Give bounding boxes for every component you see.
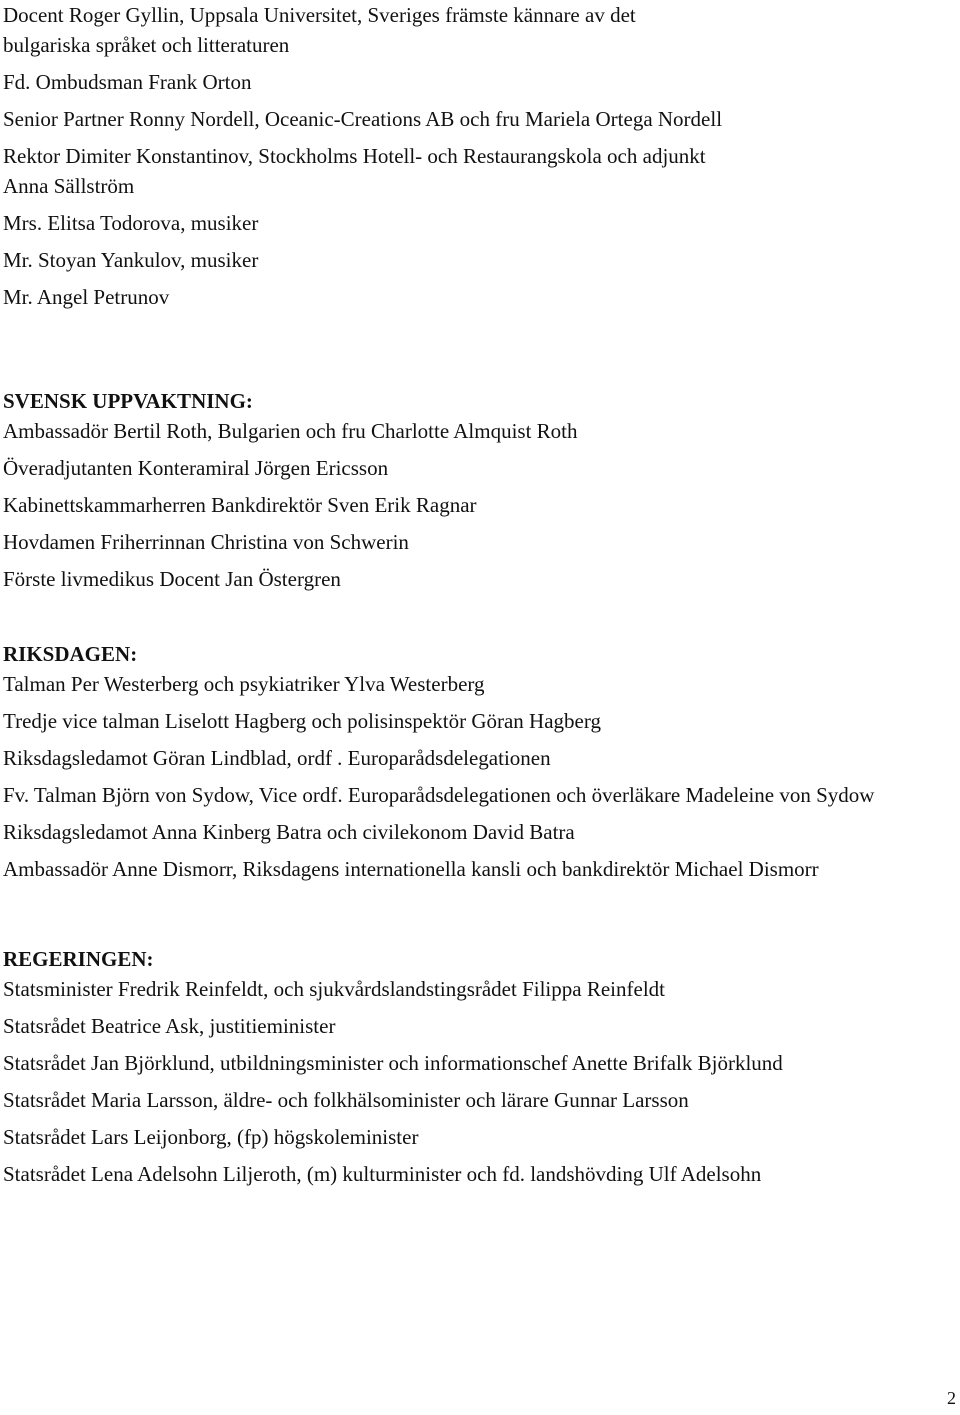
list-item: Kabinettskammarherren Bankdirektör Sven Erik Ragnar: [3, 493, 477, 517]
list-item: Ambassadör Bertil Roth, Bulgarien och fru Charlotte Almquist Roth: [3, 419, 578, 443]
intro-line: Docent Roger Gyllin, Uppsala Universitet, Sveriges främste kännare av det: [3, 3, 636, 27]
list-item: Statsminister Fredrik Reinfeldt, och sjukvårdslandstingsrådet Filippa Reinfeldt: [3, 977, 665, 1001]
list-item: Fv. Talman Björn von Sydow, Vice ordf. Europarådsdelegationen och överläkare Madeleine von Sydow: [3, 783, 875, 807]
list-item: Statsrådet Maria Larsson, äldre- och folkhälsominister och lärare Gunnar Larsson: [3, 1088, 689, 1112]
list-item: Förste livmedikus Docent Jan Östergren: [3, 567, 341, 591]
section-heading: SVENSK UPPVAKTNING:: [3, 389, 253, 413]
list-item: Statsrådet Lars Leijonborg, (fp) högskoleminister: [3, 1125, 419, 1149]
list-item: Tredje vice talman Liselott Hagberg och polisinspektör Göran Hagberg: [3, 709, 601, 733]
intro-line: Mrs. Elitsa Todorova, musiker: [3, 211, 259, 235]
intro-line: Rektor Dimiter Konstantinov, Stockholms Hotell- och Restaurangskola och adjunkt: [3, 144, 706, 168]
intro-line: Senior Partner Ronny Nordell, Oceanic-Creations AB och fru Mariela Ortega Nordell: [3, 107, 723, 131]
list-item: Riksdagsledamot Göran Lindblad, ordf . Europarådsdelegationen: [3, 746, 551, 770]
intro-line: bulgariska språket och litteraturen: [3, 33, 290, 57]
section-regeringen: [3, 944, 953, 1189]
list-item: Statsrådet Jan Björklund, utbildningsminister och informationschef Anette Brifalk Björklund: [3, 1051, 783, 1075]
document-page: [3, 0, 953, 1189]
list-item: Ambassadör Anne Dismorr, Riksdagens internationella kansli och bankdirektör Michael Dismorr: [3, 857, 819, 881]
list-item: Överadjutanten Konteramiral Jörgen Ericsson: [3, 456, 389, 480]
section-riksdagen: [3, 639, 953, 884]
page-number: 2: [947, 1388, 956, 1408]
list-item: Statsrådet Lena Adelsohn Liljeroth, (m) kulturminister och fd. landshövding Ulf Adelsohn: [3, 1162, 762, 1186]
list-item: Statsrådet Beatrice Ask, justitieminister: [3, 1014, 336, 1038]
intro-line: Mr. Angel Petrunov: [3, 285, 170, 309]
list-item: Hovdamen Friherrinnan Christina von Schwerin: [3, 530, 409, 554]
list-item: Talman Per Westerberg och psykiatriker Ylva Westerberg: [3, 672, 485, 696]
list-item: Riksdagsledamot Anna Kinberg Batra och civilekonom David Batra: [3, 820, 575, 844]
intro-line: Mr. Stoyan Yankulov, musiker: [3, 248, 259, 272]
intro-line: Anna Sällström: [3, 174, 135, 198]
intro-list: [3, 0, 953, 312]
section-svensk-uppvaktning: [3, 386, 953, 594]
intro-line: Fd. Ombudsman Frank Orton: [3, 70, 252, 94]
section-heading: REGERINGEN:: [3, 947, 154, 971]
section-heading: RIKSDAGEN:: [3, 642, 138, 666]
